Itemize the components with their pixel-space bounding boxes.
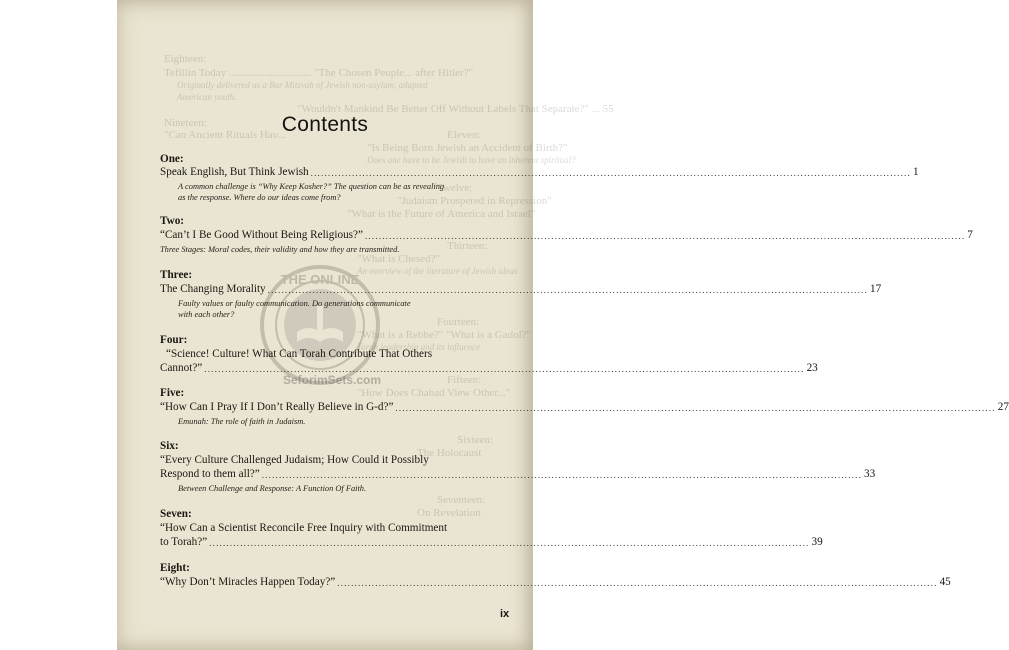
watermark-site-text: SeforimSets.com [282,373,382,387]
leader-dots: .............................................................................................................................................................................. [204,364,805,374]
entry-description: with each other? [178,310,235,319]
toc-entry-title[interactable]: “Every Culture Challenged Judaism; How Could it Possibly [160,454,429,466]
toc-entry-title: “How Can I Pray If I Don’t Really Believe in G-d?” [160,401,394,413]
page-number: 39 [811,536,823,548]
leader-dots: .............................................................................................................................................................................. [337,578,938,588]
toc-entry-title: to Torah?” [160,536,208,548]
toc-entry[interactable] [160,283,882,296]
toc-entry[interactable] [160,468,876,481]
leader-dots: .............................................................................................................................................................................. [364,231,966,241]
toc-entry[interactable] [160,362,818,375]
entry-description: Emunah: The role of faith in Judaism. [178,417,306,426]
svg-text:THE ONLINE: THE ONLINE [280,272,360,287]
toc-entry-title[interactable]: “Science! Culture! What Can Torah Contribute That Others [166,348,433,360]
section-number: Seven: [160,508,192,520]
toc-entry-title[interactable]: “How Can a Scientist Reconcile Free Inquiry with Commitment [160,522,448,534]
page-number: 27 [997,401,1009,413]
bleed-through-text: Eighteen: Tefillin Today .............................. "The Chosen People... after Hitler?" Originally delivered as a Bar Mitzvah of Jewish non-asylum, adapted American youth. "Wouldn't Mankind Be Better Off Without Labels That Separate?" ... 55 Nineteen: "Can Ancient Rituals Hav... Eleven: "Is Being Born Jewish an Accident of Birth?" Does one have to be Jewish to have an inherent spiritual? Twelve: "Judaism Prospered in Repression" "What is the Future of America and Israel" Thirteen: "What is Chesed?" An overview of the literature of Jewish ideas Fourteen: "What is a Rebbe?" "What is a Gadol?" Torah leadership and its influence Fifteen: "How Does Chabad View Other..." Sixteen: The Holocaust Seventeen: On Revelation [164,53,614,519]
section-number: Eight: [160,562,190,574]
section-number: Three: [160,269,193,281]
section-number: Two: [160,215,185,227]
page-number: 45 [939,576,951,588]
leader-dots: .............................................................................................................................................................................. [395,403,996,413]
leader-dots: .............................................................................................................................................................................. [261,470,863,480]
page-number: 1 [912,166,919,178]
folio-page-number: ix [500,608,510,620]
page-title: Contents [281,113,369,136]
page-number: 33 [864,468,876,480]
book-page [117,0,1009,650]
page-number: 17 [869,283,882,295]
toc-entry[interactable] [160,166,919,179]
page-number: 7 [967,229,973,241]
toc-entry[interactable] [160,576,951,589]
leader-dots: .............................................................................................................................................................................. [310,168,911,178]
toc-entry-title: “Can’t I Be Good Without Being Religious?” [160,229,363,241]
toc-entry-title: Speak English, But Think Jewish [160,166,309,178]
section-number: Four: [160,334,188,346]
toc-entry[interactable] [160,401,1009,414]
section-number: Six: [160,440,179,452]
entry-description: Between Challenge and Response: A Function Of Faith. [178,484,367,493]
leader-dots: .............................................................................................................................................................................. [267,285,868,295]
entry-description: Three Stages: Moral codes, their validity and how they are transmitted. [160,245,400,254]
entry-description: Faulty values or faulty communication. Do generations communicate [178,299,411,308]
toc-entry[interactable] [160,229,973,242]
toc-entry-title: The Changing Morality [160,283,266,295]
entry-description: as the response. Where do our ideas come from? [178,193,341,202]
page-number: 23 [806,362,818,374]
toc-entry-title: Cannot?” [160,362,203,374]
toc-entry[interactable] [160,536,823,549]
entry-description: A common challenge is “Why Keep Kosher?” The question can be as revealing [178,182,445,191]
section-number: One: [160,153,184,165]
leader-dots: .............................................................................................................................................................................. [209,538,810,548]
toc-entry-title: Respond to them all?” [160,468,260,480]
section-number: Five: [160,387,185,399]
toc-entry-title: “Why Don’t Miracles Happen Today?” [160,576,336,588]
